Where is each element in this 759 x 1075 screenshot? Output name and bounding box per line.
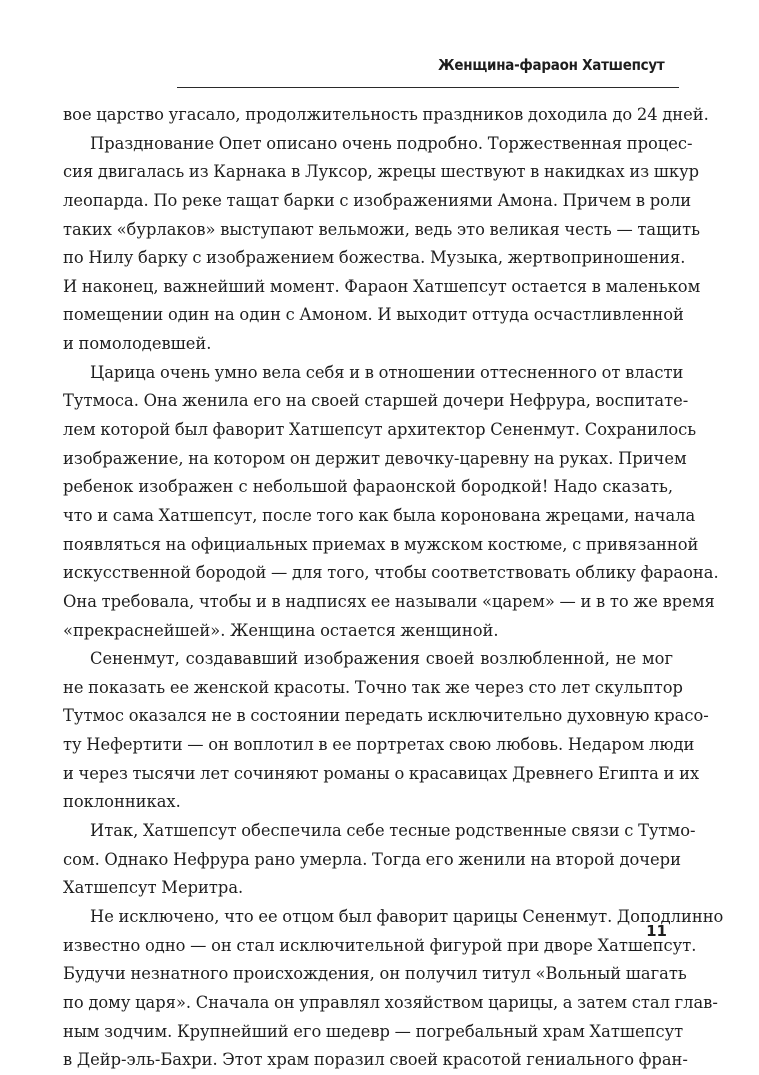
text-line: И наконец, важнейший момент. Фараон Хатшепсут остается в маленьком xyxy=(63,276,701,296)
text-line: Тутмос оказался не в состоянии передать исключительно духовную красо- xyxy=(63,706,709,726)
text-line: Будучи незнатного происхождения, он получил титул «Вольный шагать xyxy=(63,964,687,984)
text-line: появляться на официальных приемах в мужском костюме, с привязанной xyxy=(63,534,699,554)
text-line: сом. Однако Нефрура рано умерла. Тогда его женили на второй дочери xyxy=(63,849,681,869)
page-number: 11 xyxy=(646,922,667,940)
text-line: известно одно — он стал исключительной фигурой при дворе Хатшепсут. xyxy=(63,935,697,955)
running-header: Женщина-фараон Хатшепсут xyxy=(437,56,664,74)
text-line: искусственной бородой — для того, чтобы соответствовать облику фараона. xyxy=(63,563,719,583)
text-line: поклонниках. xyxy=(63,792,181,812)
text-line: Не исключено, что ее отцом был фаворит царицы Сененмут. Доподлинно xyxy=(90,906,724,926)
text-line: Хатшепсут Меритра. xyxy=(63,878,244,898)
text-line: изображение, на котором он держит девочку-царевну на руках. Причем xyxy=(63,448,687,468)
text-line: «прекраснейшей». Женщина остается женщиной. xyxy=(63,620,499,640)
text-line: вое царство угасало, продолжительность праздников доходила до 24 дней. xyxy=(63,105,709,124)
text-line: по дому царя». Сначала он управлял хозяйством царицы, а затем стал глав- xyxy=(63,992,718,1012)
text-line: сия двигалась из Карнака в Луксор, жрецы шествуют в накидках из шкур xyxy=(63,162,700,182)
text-line: леопарда. По реке тащат барки с изображениями Амона. Причем в роли xyxy=(63,190,692,210)
text-line: не показать ее женской красоты. Точно так же через сто лет скульптор xyxy=(63,677,683,697)
text-line: по Нилу барку с изображением божества. Музыка, жертвоприношения. xyxy=(63,248,686,268)
text-line: помещении один на один с Амоном. И выходит оттуда осчастливленной xyxy=(63,305,684,325)
text-line: ту Нефертити — он воплотил в ее портретах свою любовь. Недаром люди xyxy=(63,735,695,755)
text-line: ным зодчим. Крупнейший его шедевр — погребальный храм Хатшепсут xyxy=(63,1021,684,1041)
text-line: ребенок изображен с небольшой фараонской бородкой! Надо сказать, xyxy=(63,477,673,497)
text-line: и помолодевшей. xyxy=(63,334,212,354)
header-rule xyxy=(177,87,679,88)
text-line: и через тысячи лет сочиняют романы о красавицах Древнего Египта и их xyxy=(63,763,700,783)
text-line: Итак, Хатшепсут обеспечила себе тесные родственные связи с Тутмо- xyxy=(90,821,696,841)
text-line: Празднование Опет описано очень подробно. Торжественная процес- xyxy=(90,133,693,153)
text-line: таких «бурлаков» выступают вельможи, ведь это великая честь — тащить xyxy=(63,219,700,239)
text-line: лем которой был фаворит Хатшепсут архитектор Сененмут. Сохранилось xyxy=(63,420,697,440)
text-line: Сененмут, создававший изображения своей возлюбленной, не мог xyxy=(90,649,673,669)
text-line: Тутмоса. Она женила его на своей старшей дочери Нефрура, воспитате- xyxy=(63,391,689,411)
text-line: в Дейр-эль-Бахри. Этот храм поразил своей красотой гениального фран- xyxy=(63,1050,688,1070)
text-line: Царица очень умно вела себя и в отношении оттесненного от власти xyxy=(90,362,684,382)
body-text xyxy=(63,101,724,1075)
text-line: Она требовала, чтобы и в надписях ее называли «царем» — и в то же время xyxy=(63,591,715,611)
text-line: что и сама Хатшепсут, после того как была коронована жрецами, начала xyxy=(63,505,696,525)
